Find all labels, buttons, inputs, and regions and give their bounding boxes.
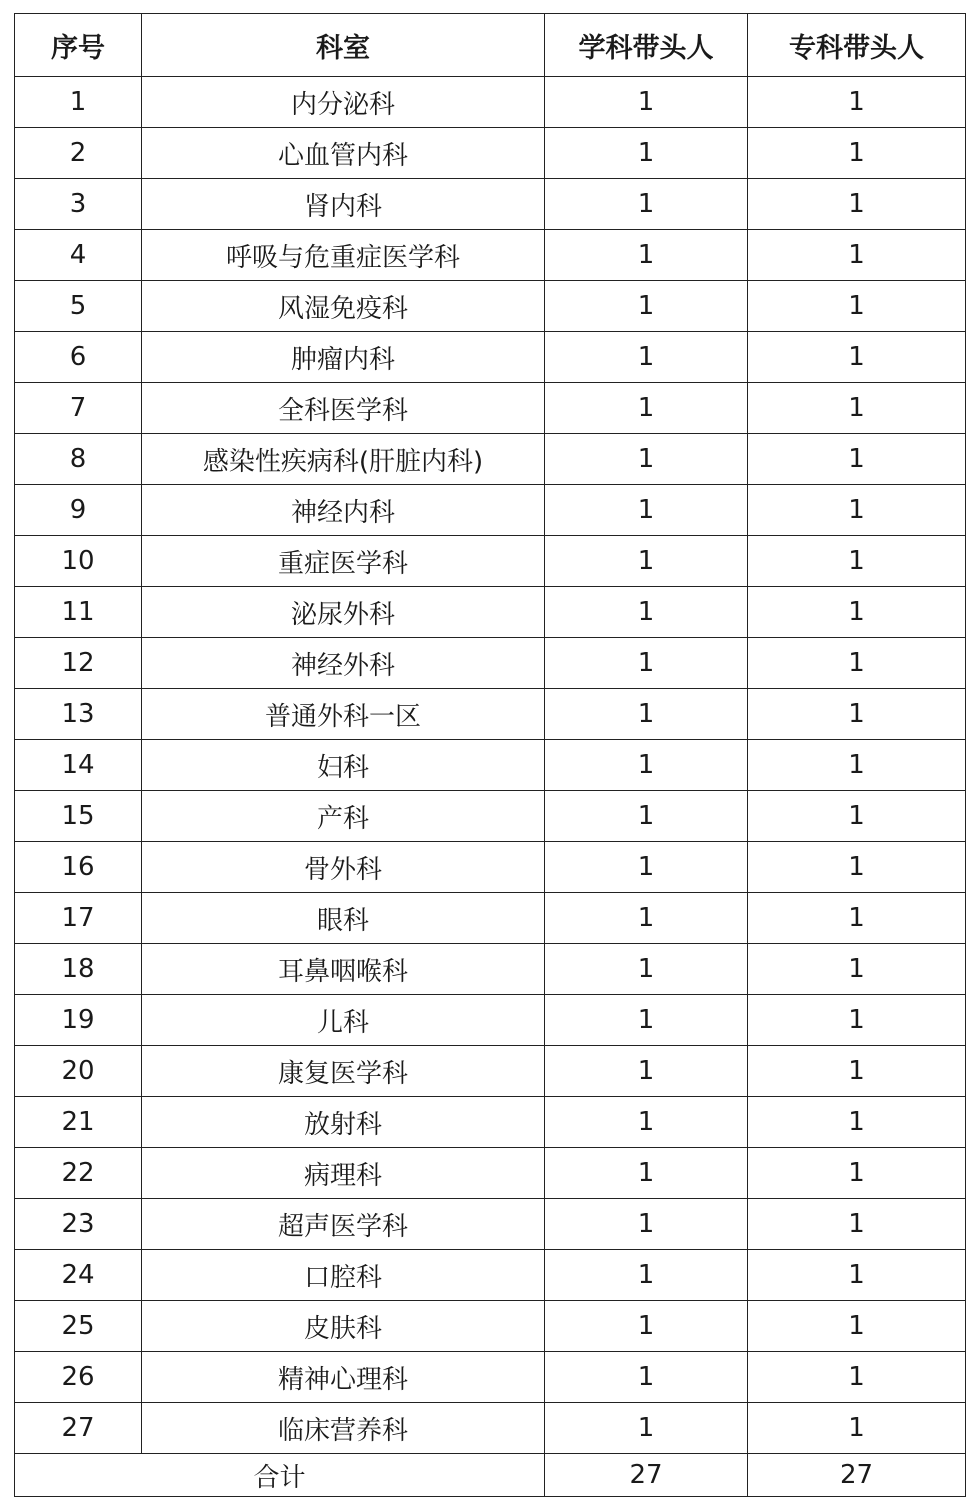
table-row bbox=[15, 383, 966, 434]
cell-index: 6 bbox=[15, 332, 142, 383]
cell-department: 内分泌科 bbox=[142, 77, 545, 128]
cell-specialty-leader: 1 bbox=[748, 689, 966, 740]
cell-index: 13 bbox=[15, 689, 142, 740]
leaders-table-container bbox=[14, 13, 966, 1497]
cell-department: 妇科 bbox=[142, 740, 545, 791]
cell-department: 精神心理科 bbox=[142, 1352, 545, 1403]
cell-specialty-leader: 1 bbox=[748, 1148, 966, 1199]
cell-index: 26 bbox=[15, 1352, 142, 1403]
cell-department: 临床营养科 bbox=[142, 1403, 545, 1454]
cell-index: 15 bbox=[15, 791, 142, 842]
cell-index: 12 bbox=[15, 638, 142, 689]
cell-discipline-leader: 1 bbox=[545, 893, 748, 944]
table-row bbox=[15, 230, 966, 281]
cell-index: 10 bbox=[15, 536, 142, 587]
table-row bbox=[15, 1403, 966, 1454]
cell-department: 放射科 bbox=[142, 1097, 545, 1148]
cell-discipline-leader: 1 bbox=[545, 689, 748, 740]
cell-specialty-leader: 1 bbox=[748, 638, 966, 689]
cell-index: 1 bbox=[15, 77, 142, 128]
table-row bbox=[15, 638, 966, 689]
cell-index: 25 bbox=[15, 1301, 142, 1352]
table-row bbox=[15, 1250, 966, 1301]
total-row bbox=[15, 1454, 966, 1497]
cell-specialty-leader: 1 bbox=[748, 893, 966, 944]
cell-discipline-leader: 1 bbox=[545, 1301, 748, 1352]
leaders-table bbox=[14, 13, 966, 1497]
table-row bbox=[15, 1352, 966, 1403]
table-row bbox=[15, 128, 966, 179]
cell-index: 18 bbox=[15, 944, 142, 995]
cell-department: 重症医学科 bbox=[142, 536, 545, 587]
cell-discipline-leader: 1 bbox=[545, 1352, 748, 1403]
table-row bbox=[15, 434, 966, 485]
cell-department: 风湿免疫科 bbox=[142, 281, 545, 332]
cell-department: 普通外科一区 bbox=[142, 689, 545, 740]
cell-discipline-leader: 1 bbox=[545, 740, 748, 791]
total-discipline-leaders: 27 bbox=[545, 1454, 748, 1497]
cell-discipline-leader: 1 bbox=[545, 995, 748, 1046]
cell-specialty-leader: 1 bbox=[748, 944, 966, 995]
table-row bbox=[15, 179, 966, 230]
cell-department: 神经外科 bbox=[142, 638, 545, 689]
cell-index: 5 bbox=[15, 281, 142, 332]
cell-department: 心血管内科 bbox=[142, 128, 545, 179]
cell-specialty-leader: 1 bbox=[748, 1097, 966, 1148]
cell-department: 眼科 bbox=[142, 893, 545, 944]
cell-department: 病理科 bbox=[142, 1148, 545, 1199]
cell-discipline-leader: 1 bbox=[545, 1403, 748, 1454]
table-row bbox=[15, 944, 966, 995]
table-row bbox=[15, 1046, 966, 1097]
header-department: 科室 bbox=[142, 14, 545, 77]
cell-specialty-leader: 1 bbox=[748, 485, 966, 536]
table-row bbox=[15, 1097, 966, 1148]
cell-specialty-leader: 1 bbox=[748, 332, 966, 383]
cell-index: 8 bbox=[15, 434, 142, 485]
cell-specialty-leader: 1 bbox=[748, 791, 966, 842]
table-row bbox=[15, 536, 966, 587]
table-row bbox=[15, 1199, 966, 1250]
cell-index: 20 bbox=[15, 1046, 142, 1097]
cell-department: 超声医学科 bbox=[142, 1199, 545, 1250]
cell-index: 17 bbox=[15, 893, 142, 944]
cell-specialty-leader: 1 bbox=[748, 77, 966, 128]
cell-department: 全科医学科 bbox=[142, 383, 545, 434]
cell-index: 11 bbox=[15, 587, 142, 638]
cell-index: 23 bbox=[15, 1199, 142, 1250]
cell-discipline-leader: 1 bbox=[545, 383, 748, 434]
cell-index: 7 bbox=[15, 383, 142, 434]
cell-department: 皮肤科 bbox=[142, 1301, 545, 1352]
table-row bbox=[15, 740, 966, 791]
cell-specialty-leader: 1 bbox=[748, 1250, 966, 1301]
cell-department: 口腔科 bbox=[142, 1250, 545, 1301]
cell-discipline-leader: 1 bbox=[545, 128, 748, 179]
table-row bbox=[15, 995, 966, 1046]
cell-index: 4 bbox=[15, 230, 142, 281]
cell-index: 16 bbox=[15, 842, 142, 893]
cell-specialty-leader: 1 bbox=[748, 1352, 966, 1403]
cell-specialty-leader: 1 bbox=[748, 587, 966, 638]
cell-specialty-leader: 1 bbox=[748, 128, 966, 179]
cell-discipline-leader: 1 bbox=[545, 230, 748, 281]
cell-index: 19 bbox=[15, 995, 142, 1046]
cell-index: 21 bbox=[15, 1097, 142, 1148]
cell-specialty-leader: 1 bbox=[748, 1199, 966, 1250]
cell-department: 肾内科 bbox=[142, 179, 545, 230]
table-row bbox=[15, 1148, 966, 1199]
table-row bbox=[15, 689, 966, 740]
header-row bbox=[15, 14, 966, 77]
cell-specialty-leader: 1 bbox=[748, 383, 966, 434]
cell-index: 2 bbox=[15, 128, 142, 179]
cell-department: 耳鼻咽喉科 bbox=[142, 944, 545, 995]
total-label: 合计 bbox=[15, 1454, 545, 1497]
cell-specialty-leader: 1 bbox=[748, 281, 966, 332]
total-specialty-leaders: 27 bbox=[748, 1454, 966, 1497]
cell-index: 9 bbox=[15, 485, 142, 536]
cell-specialty-leader: 1 bbox=[748, 179, 966, 230]
cell-specialty-leader: 1 bbox=[748, 536, 966, 587]
cell-discipline-leader: 1 bbox=[545, 332, 748, 383]
cell-department: 神经内科 bbox=[142, 485, 545, 536]
header-discipline-leader: 学科带头人 bbox=[545, 14, 748, 77]
cell-department: 骨外科 bbox=[142, 842, 545, 893]
table-row bbox=[15, 842, 966, 893]
cell-department: 感染性疾病科(肝脏内科) bbox=[142, 434, 545, 485]
cell-specialty-leader: 1 bbox=[748, 230, 966, 281]
header-specialty-leader: 专科带头人 bbox=[748, 14, 966, 77]
table-row bbox=[15, 893, 966, 944]
cell-index: 22 bbox=[15, 1148, 142, 1199]
table-row bbox=[15, 791, 966, 842]
cell-specialty-leader: 1 bbox=[748, 740, 966, 791]
header-index: 序号 bbox=[15, 14, 142, 77]
table-row bbox=[15, 281, 966, 332]
cell-discipline-leader: 1 bbox=[545, 536, 748, 587]
cell-specialty-leader: 1 bbox=[748, 842, 966, 893]
cell-discipline-leader: 1 bbox=[545, 1046, 748, 1097]
cell-discipline-leader: 1 bbox=[545, 842, 748, 893]
cell-department: 康复医学科 bbox=[142, 1046, 545, 1097]
cell-specialty-leader: 1 bbox=[748, 1046, 966, 1097]
cell-specialty-leader: 1 bbox=[748, 434, 966, 485]
cell-index: 27 bbox=[15, 1403, 142, 1454]
cell-specialty-leader: 1 bbox=[748, 1403, 966, 1454]
cell-department: 泌尿外科 bbox=[142, 587, 545, 638]
cell-discipline-leader: 1 bbox=[545, 77, 748, 128]
cell-department: 肿瘤内科 bbox=[142, 332, 545, 383]
cell-specialty-leader: 1 bbox=[748, 995, 966, 1046]
cell-specialty-leader: 1 bbox=[748, 1301, 966, 1352]
cell-discipline-leader: 1 bbox=[545, 638, 748, 689]
table-row bbox=[15, 1301, 966, 1352]
cell-department: 呼吸与危重症医学科 bbox=[142, 230, 545, 281]
table-row bbox=[15, 332, 966, 383]
cell-discipline-leader: 1 bbox=[545, 179, 748, 230]
cell-discipline-leader: 1 bbox=[545, 434, 748, 485]
table-row bbox=[15, 485, 966, 536]
cell-discipline-leader: 1 bbox=[545, 485, 748, 536]
cell-department: 儿科 bbox=[142, 995, 545, 1046]
cell-index: 14 bbox=[15, 740, 142, 791]
cell-index: 24 bbox=[15, 1250, 142, 1301]
cell-discipline-leader: 1 bbox=[545, 281, 748, 332]
cell-discipline-leader: 1 bbox=[545, 587, 748, 638]
cell-discipline-leader: 1 bbox=[545, 1097, 748, 1148]
cell-discipline-leader: 1 bbox=[545, 1199, 748, 1250]
cell-department: 产科 bbox=[142, 791, 545, 842]
cell-index: 3 bbox=[15, 179, 142, 230]
cell-discipline-leader: 1 bbox=[545, 1250, 748, 1301]
cell-discipline-leader: 1 bbox=[545, 944, 748, 995]
table-row bbox=[15, 77, 966, 128]
table-body bbox=[15, 77, 966, 1454]
cell-discipline-leader: 1 bbox=[545, 1148, 748, 1199]
table-row bbox=[15, 587, 966, 638]
cell-discipline-leader: 1 bbox=[545, 791, 748, 842]
